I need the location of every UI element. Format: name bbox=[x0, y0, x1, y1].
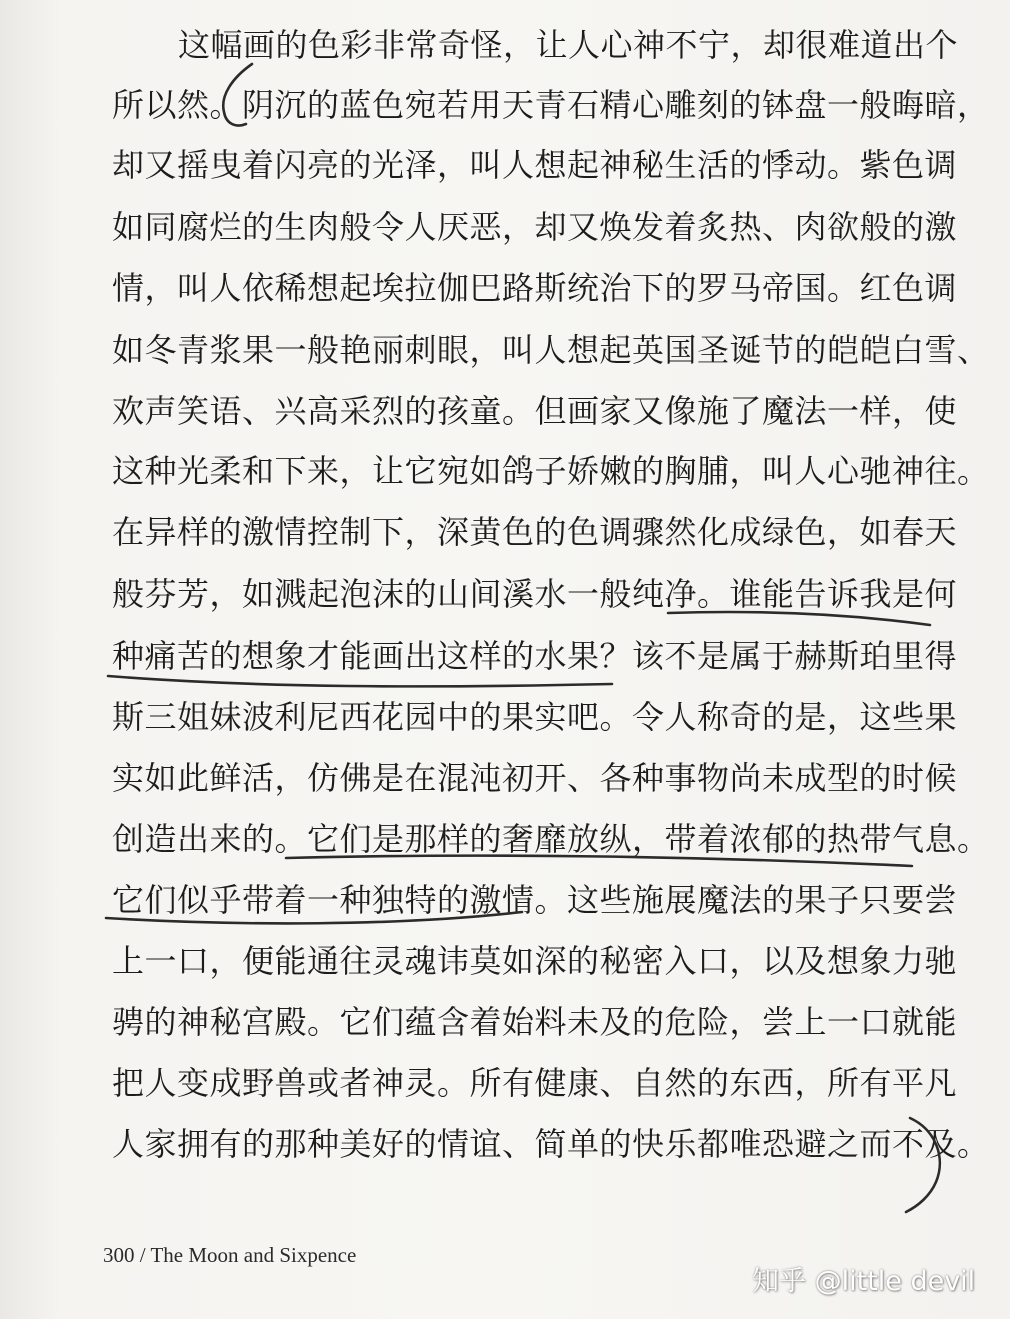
text-line: 它们似乎带着一种独特的激情。这些施展魔法的果子只要尝 bbox=[112, 881, 958, 919]
text-line: 这幅画的色彩非常奇怪，让人心神不宁，却很难道出个 bbox=[178, 26, 959, 64]
text-line: 在异样的激情控制下，深黄色的色调骤然化成绿色，如春天 bbox=[112, 513, 958, 551]
text-line: 情，叫人依稀想起埃拉伽巴路斯统治下的罗马帝国。红色调 bbox=[112, 269, 958, 307]
text-line: 上一口，便能通往灵魂讳莫如深的秘密入口，以及想象力驰 bbox=[112, 942, 958, 980]
text-line: 把人变成野兽或者神灵。所有健康、自然的东西，所有平凡 bbox=[112, 1064, 958, 1102]
text-line: 创造出来的。它们是那样的奢靡放纵，带着浓郁的热带气息。 bbox=[112, 820, 990, 858]
text-line: 骋的神秘宫殿。它们蕴含着始料未及的危险，尝上一口就能 bbox=[112, 1003, 958, 1041]
text-line: 种痛苦的想象才能画出这样的水果？该不是属于赫斯珀里得 bbox=[112, 637, 958, 675]
text-line: 实如此鲜活，仿佛是在混沌初开、各种事物尚未成型的时候 bbox=[112, 759, 958, 797]
text-line: 却又摇曳着闪亮的光泽，叫人想起神秘生活的悸动。紫色调 bbox=[112, 146, 958, 184]
text-line: 般芬芳，如溅起泡沫的山间溪水一般纯净。谁能告诉我是何 bbox=[112, 575, 958, 613]
text-line: 如冬青浆果一般艳丽刺眼，叫人想起英国圣诞节的皑皑白雪、 bbox=[112, 331, 990, 369]
text-line: 斯三姐妹波利尼西花园中的果实吧。令人称奇的是，这些果 bbox=[112, 698, 958, 736]
text-line: 人家拥有的那种美好的情谊、简单的快乐都唯恐避之而不及。 bbox=[112, 1125, 990, 1163]
page-footer: 300 / The Moon and Sixpence bbox=[103, 1243, 357, 1267]
text-line: 如同腐烂的生肉般令人厌恶，却又焕发着炙热、肉欲般的激 bbox=[112, 208, 958, 246]
text-line: 这种光柔和下来，让它宛如鸽子娇嫩的胸脯，叫人心驰神往。 bbox=[112, 452, 990, 490]
watermark: 知乎 @little devil bbox=[752, 1266, 976, 1297]
text-line: 欢声笑语、兴高采烈的孩童。但画家又像施了魔法一样，使 bbox=[112, 392, 958, 430]
text-line: 所以然。阴沉的蓝色宛若用天青石精心雕刻的钵盘一般晦暗， bbox=[112, 86, 990, 124]
